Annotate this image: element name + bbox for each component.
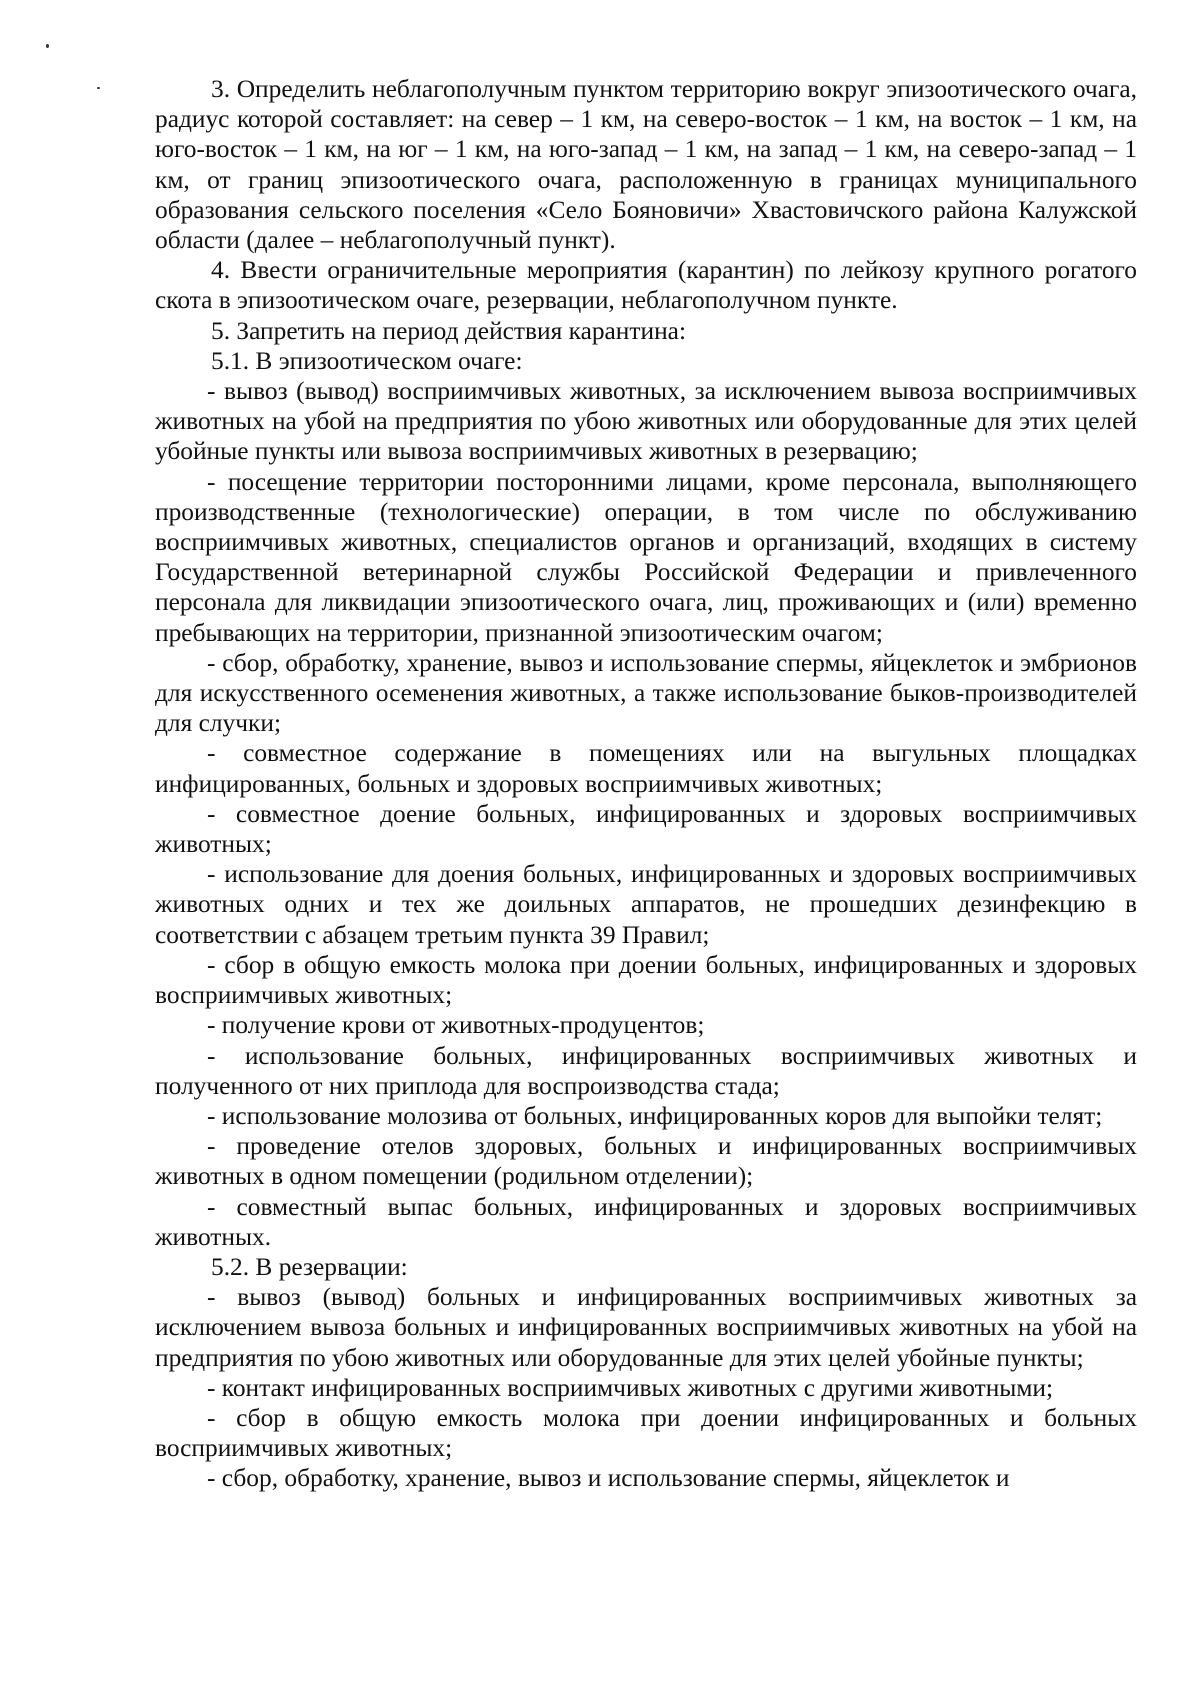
document-page bbox=[155, 74, 1137, 1494]
list-item: - контакт инфицированных восприимчивых животных с другими животными; bbox=[207, 1373, 1054, 1402]
list-item: - сбор в общую емкость молока при доении больных, инфицированных и здоровых восприимчивых животных; bbox=[155, 950, 1137, 1010]
list-item: - посещение территории посторонними лицами, кроме персонала, выполняющего производственные (технологические) операции, в том числе по обслуживанию восприимчивых животных, специалистов органов и организаций, входящих в систему Государственной ветеринарной службы Российской Федерации и привлеченного персонала для ликвидации эпизоотического очага, лиц, проживающих и (или) временно пребывающих на территории, признанной эпизоотическим очагом; bbox=[155, 467, 1137, 647]
list-item: - использование больных, инфицированных восприимчивых животных и полученного от них приплода для воспроизводства стада; bbox=[155, 1041, 1137, 1100]
list-item: - сбор, обработку, хранение, вывоз и использование спермы, яйцеклеток и эмбрионов для искусственного осеменения животных, а также использование быков-производителей для случки; bbox=[155, 648, 1137, 738]
list-item: - совместное доение больных, инфицированных и здоровых восприимчивых животных; bbox=[155, 799, 1137, 859]
list-item: - сбор в общую емкость молока при доении инфицированных и больных восприимчивых животных; bbox=[155, 1403, 1137, 1463]
scan-speck bbox=[46, 44, 49, 48]
list-item: - использование для доения больных, инфицированных и здоровых восприимчивых животных одних и тех же доильных аппаратов, не прошедших дезинфекцию в соответствии с абзацем третьим пункта 39 Правил; bbox=[155, 860, 1137, 949]
paragraph-5: 5. Запретить на период действия карантина: bbox=[211, 316, 686, 345]
paragraph-5-1: 5.1. В эпизоотическом очаге: bbox=[211, 346, 523, 375]
list-item: - использование молозива от больных, инфицированных коров для выпойки телят; bbox=[207, 1101, 1103, 1130]
list-item: - совместный выпас больных, инфицированных и здоровых восприимчивых животных. bbox=[155, 1192, 1137, 1251]
list-item: - получение крови от животных-продуцентов; bbox=[207, 1011, 705, 1040]
paragraph-5-2: 5.2. В резервации: bbox=[211, 1252, 408, 1281]
list-item: - вывоз (вывод) больных и инфицированных восприимчивых животных за исключением вывоза больных и инфицированных восприимчивых животных на убой на предприятия по убою животных или оборудованные для этих целей убойные пункты; bbox=[155, 1283, 1137, 1372]
paragraph-3: 3. Определить неблагополучным пунктом территорию вокруг эпизоотического очага, радиус которой составляет: на север – 1 км, на северо-восток – 1 км, на восток – 1 км, на юго-восток – 1 км, на юг – 1 км, на юго-запад – 1 км, на запад – 1 км, на северо-запад – 1 км, от границ эпизоотического очага, расположенную в границах муниципального образования сельского поселения «Село Бояновичи» Хвастовичского района Калужской области (далее – неблагополучный пункт). bbox=[155, 75, 1137, 255]
list-item: - совместное содержание в помещениях или на выгульных площадках инфицированных, больных и здоровых восприимчивых животных; bbox=[155, 739, 1137, 798]
list-item: - вывоз (вывод) восприимчивых животных, за исключением вывоза восприимчивых животных на убой на предприятия по убою животных или оборудованные для этих целей убойные пункты или вывоза восприимчивых животных в резервацию; bbox=[155, 377, 1137, 466]
list-item: - проведение отелов здоровых, больных и инфицированных восприимчивых животных в одном помещении (родильном отделении); bbox=[155, 1132, 1137, 1191]
paragraph-4: 4. Ввести ограничительные мероприятия (карантин) по лейкозу крупного рогатого скота в эпизоотическом очаге, резервации, неблагополучном пункте. bbox=[155, 256, 1137, 315]
list-item: - сбор, обработку, хранение, вывоз и использование спермы, яйцеклеток и bbox=[207, 1464, 1010, 1493]
scan-speck bbox=[97, 87, 100, 89]
